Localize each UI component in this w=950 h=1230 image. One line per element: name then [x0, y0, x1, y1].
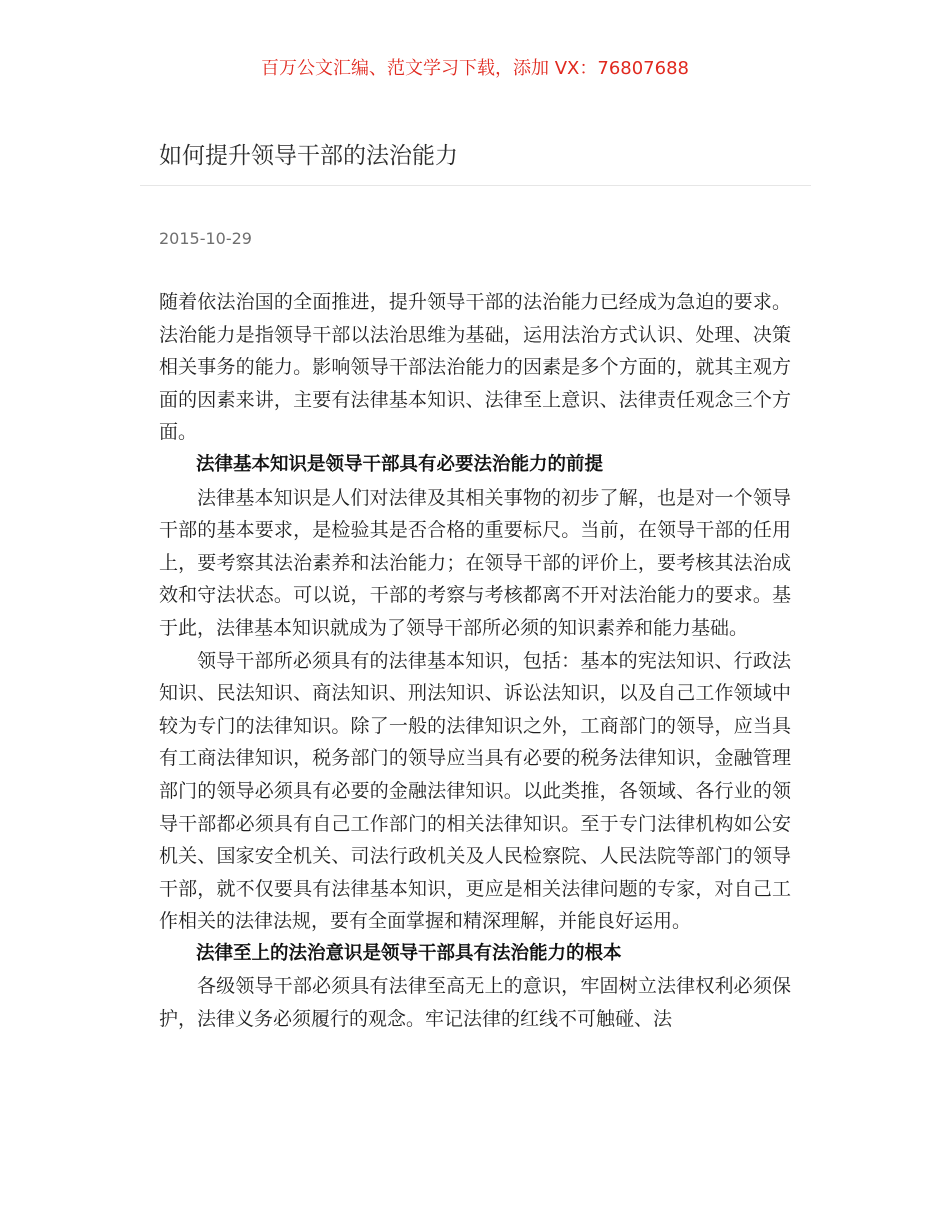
body-paragraph: 随着依法治国的全面推进，提升领导干部的法治能力已经成为急迫的要求。法治能力是指领导干部以法治思维为基础，运用法治方式认识、处理、决策相关事务的能力。影响领导干部法治能力的因素是多个方面的，就其主观方面的因素来讲，主要有法律基本知识、法律至上意识、法律责任观念三个方面。: [159, 291, 791, 444]
article-body: [159, 286, 791, 1036]
section-heading: 法律至上的法治意识是领导干部具有法治能力的根本: [196, 942, 622, 964]
section-heading: 法律基本知识是领导干部具有必要法治能力的前提: [196, 453, 604, 475]
body-paragraph: 领导干部所必须具有的法律基本知识，包括：基本的宪法知识、行政法知识、民法知识、商法知识、刑法知识、诉讼法知识，以及自己工作领域中较为专门的法律知识。除了一般的法律知识之外，工商部门的领导，应当具有工商法律知识，税务部门的领导应当具有必要的税务法律知识，金融管理部门的领导必须具有必要的金融法律知识。以此类推，各领域、各行业的领导干部都必须具有自己工作部门的相关法律知识。至于专门法律机构如公安机关、国家安全机关、司法行政机关及人民检察院、人民法院等部门的领导干部，就不仅要具有法律基本知识，更应是相关法律问题的专家，对自己工作相关的法律法规，要有全面掌握和精深理解，并能良好运用。: [159, 649, 791, 933]
article-date: 2015-10-29: [159, 229, 252, 248]
body-paragraph: 法律基本知识是人们对法律及其相关事物的初步了解，也是对一个领导干部的基本要求，是检验其是否合格的重要标尺。当前，在领导干部的任用上，要考察其法治素养和法治能力；在领导干部的评价上，要考核其法治成效和守法状态。可以说，干部的考察与考核都离不开对法治能力的要求。基于此，法律基本知识就成为了领导干部所必须的知识素养和能力基础。: [159, 486, 791, 639]
body-paragraph: 各级领导干部必须具有法律至高无上的意识，牢固树立法律权利必须保护，法律义务必须履行的观念。牢记法律的红线不可触碰、法: [159, 975, 791, 1031]
article-title: 如何提升领导干部的法治能力: [159, 143, 458, 169]
title-divider: [140, 185, 811, 186]
promo-banner: 百万公文汇编、范文学习下载，添加 VX：76807688: [261, 58, 689, 79]
